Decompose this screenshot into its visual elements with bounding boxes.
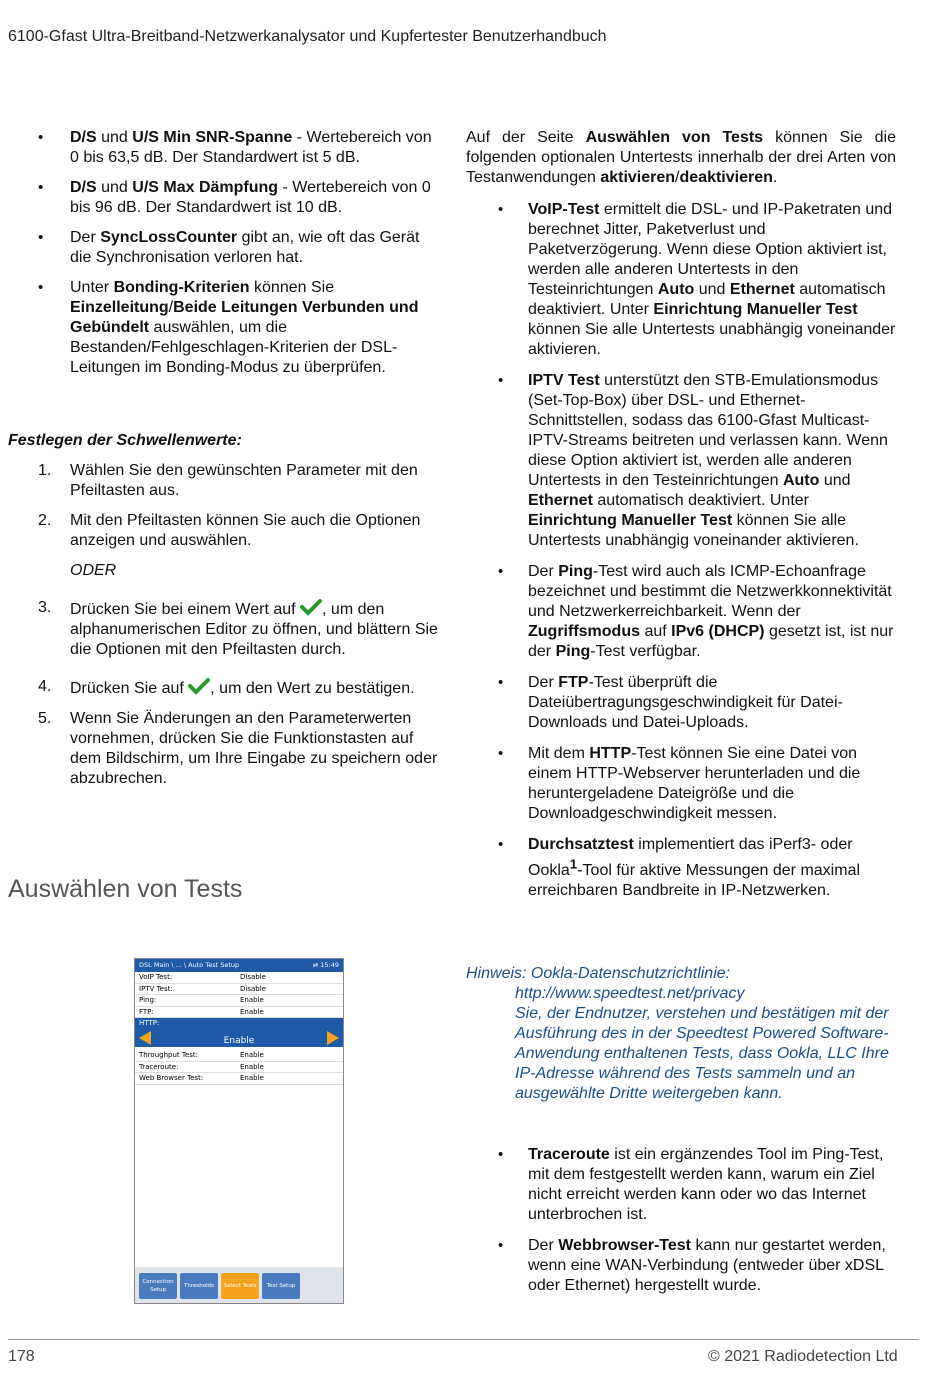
left-bullet-item: • Unter Bonding-Kriterien können Sie Einzelleitung/Beide Leitungen Verbunden und Gebündelt auswählen, um die Bestanden/Fehlgeschlagen-Kriterien der DSL-Leitungen im Bonding-Modus zu überprüfen.	[38, 279, 419, 376]
bullet-icon: •	[498, 563, 504, 580]
page-header: 6100-Gfast Ultra-Breitband-Netzwerkanalysator und Kupfertester Benutzerhandbuch	[8, 28, 607, 45]
step-item: 4. Drücken Sie auf , um den Wert zu bestätigen.	[38, 678, 415, 697]
section-title: Auswählen von Tests	[8, 875, 243, 903]
step-item: 5. Wenn Sie Änderungen an den Parameterwerten vornehmen, drücken Sie die Funktionstasten auf dem Bildschirm, um Ihre Eingabe zu speichern oder abzubrechen.	[38, 710, 438, 787]
bullet-icon: •	[38, 179, 44, 196]
left-bullet-item: • D/S und U/S Min SNR-Spanne - Wertebereich von 0 bis 63,5 dB. Der Standardwert ist 5 dB.	[38, 129, 432, 166]
device-row[interactable]: Traceroute: Enable	[135, 1062, 343, 1074]
bullet-icon: •	[498, 836, 504, 853]
bullet-icon: •	[498, 201, 504, 218]
right-arrow-icon[interactable]	[327, 1031, 339, 1045]
footer-divider	[8, 1339, 919, 1340]
bullet-icon: •	[498, 745, 504, 762]
step-item: 1. Wählen Sie den gewünschten Parameter mit den Pfeiltasten aus.	[38, 462, 418, 499]
left-column	[8, 128, 438, 388]
right-column	[466, 128, 896, 912]
note-url[interactable]: http://www.speedtest.net/privacy	[515, 985, 745, 1002]
tool-bullet-item: • Traceroute ist ein ergänzendes Tool im Ping-Test, mit dem festgestellt werden kann, warum ein Ziel nicht erreicht werden kann oder wo das Internet unterbrochen ist.	[498, 1146, 884, 1223]
bullet-icon: •	[38, 279, 44, 296]
bullet-icon: •	[498, 1237, 504, 1254]
ookla-note	[466, 964, 896, 1104]
bullet-icon: •	[498, 674, 504, 691]
tool-bullet-item: • Der Webbrowser-Test kann nur gestartet werden, wenn eine WAN-Verbindung (entweder über xDSL oder Ethernet) hergestellt wurde.	[498, 1237, 886, 1294]
checkmark-icon	[188, 677, 210, 695]
test-bullet-item: • IPTV Test unterstützt den STB-Emulationsmodus (Set-Top-Box) über DSL- und Ethernet-Schnittstellen, sodass das 6100-Gfast Multicast-IPTV-Streams beitreten und verlassen kann. Wenn diese Option aktiviert ist, werden alle anderen Untertests in den Testeinrichtungen Auto und Ethernet automatisch deaktiviert. Unter Einrichtung Manueller Test können Sie alle Untertests unabhängig voneinander aktivieren.	[498, 372, 888, 549]
device-rows-bottom	[135, 1050, 343, 1085]
softkey-bar	[135, 1267, 343, 1303]
softkey-thresholds[interactable]: Thresholds	[180, 1273, 218, 1299]
test-bullet-item: • Der FTP-Test überprüft die Dateiübertragungsgeschwindigkeit für Datei-Downloads und Datei-Uploads.	[498, 674, 843, 731]
test-bullet-item: • Durchsatztest implementiert das iPerf3- oder Ookla$^1$-Tool für aktive Messungen der maximal erreichbaren Bandbreite in IP-Netzwerken.	[498, 836, 860, 900]
test-bullet-item: • Der Ping-Test wird auch als ICMP-Echoanfrage bezeichnet und bestimmt die Netzwerkkonnektivität und Netzwerkerreichbarkeit. Wenn der Zugriffsmodus auf IPv6 (DHCP) gesetzt ist, ist nur der Ping-Test verfügbar.	[498, 563, 894, 660]
bullet-icon: •	[38, 129, 44, 146]
test-bullet-item: • Mit dem HTTP-Test können Sie eine Datei von einem HTTP-Webserver herunterladen und die heruntergeladene Dateigröße und die Downloadgeschwindigkeit messen.	[498, 745, 861, 822]
test-bullet-item: • VoIP-Test ermittelt die DSL- und IP-Paketraten und berechnet Jitter, Paketverlust und Paketverzögerung. Wenn diese Option aktiviert ist, werden alle anderen Untertests in den Testeinrichtungen Auto und Ethernet automatisch deaktiviert. Unter Einrichtung Manueller Test können Sie alle Untertests unabhängig voneinander aktivieren.	[498, 201, 896, 358]
bullet-icon: •	[498, 372, 504, 389]
oder-text: ODER	[70, 562, 117, 579]
softkey-test-setup[interactable]: Test Setup	[262, 1273, 300, 1299]
bullet-icon: •	[498, 1146, 504, 1163]
device-status: ⇄ 15:49	[312, 961, 339, 969]
softkey-connection-setup[interactable]: Connection Setup	[139, 1273, 177, 1299]
checkmark-icon	[300, 598, 322, 616]
test-bullet-list	[466, 200, 896, 901]
device-titlebar: DSL Main \ ... \ Auto Test Setup ⇄ 15:49	[135, 959, 343, 972]
note-title: Hinweis: Ookla-Datenschutzrichtlinie:	[466, 965, 731, 982]
note-body: Sie, der Endnutzer, verstehen und bestätigen mit der Ausführung des in der Speedtest Powered Software-Anwendung enthaltenen Tests, dass Ookla, LLC Ihre IP-Adresse während des Tests sammeln und an ausgewählte Dritte weitergeben kann.	[515, 1005, 889, 1102]
thresholds-heading: Festlegen der Schwellenwerte:	[8, 432, 242, 449]
device-rows-top	[135, 972, 343, 1018]
page-number: 178	[8, 1348, 35, 1365]
copyright: © 2021 Radiodetection Ltd	[708, 1348, 898, 1365]
step-item: 3. Drücken Sie bei einem Wert auf , um den alphanumerischen Editor zu öffnen, und blättern Sie die Optionen mit den Pfeiltasten durch.	[38, 599, 438, 658]
device-row[interactable]: Throughput Test: Enable	[135, 1050, 343, 1062]
left-bullet-item: • Der SyncLossCounter gibt an, wie oft das Gerät die Synchronisation verloren hat.	[38, 229, 420, 266]
steps-list	[8, 461, 438, 799]
right-column-lower	[466, 1145, 896, 1307]
bullet-icon: •	[38, 229, 44, 246]
device-row[interactable]: FTP: Enable	[135, 1007, 343, 1019]
left-bullet-list	[8, 128, 438, 378]
device-row[interactable]: VoIP Test: Disable	[135, 972, 343, 984]
device-row[interactable]: IPTV Test: Disable	[135, 984, 343, 996]
device-row[interactable]: Web Browser Test: Enable	[135, 1073, 343, 1085]
softkey-select-tests[interactable]: Select Tests	[221, 1273, 259, 1299]
device-selected-row[interactable]: HTTP: Enable	[135, 1018, 343, 1047]
device-screenshot	[134, 958, 344, 1304]
intro-paragraph: Auf der Seite Auswählen von Tests können Sie die folgenden optionalen Untertests innerhalb der drei Arten von Testanwendungen aktivieren/deaktivieren.	[466, 129, 897, 186]
device-row[interactable]: Ping: Enable	[135, 995, 343, 1007]
left-bullet-item: • D/S und U/S Max Dämpfung - Wertebereich von 0 bis 96 dB. Der Standardwert ist 10 dB.	[38, 179, 431, 216]
tool-bullet-list	[466, 1145, 896, 1296]
step-item: 2. Mit den Pfeiltasten können Sie auch die Optionen anzeigen und auswählen.	[38, 512, 421, 549]
